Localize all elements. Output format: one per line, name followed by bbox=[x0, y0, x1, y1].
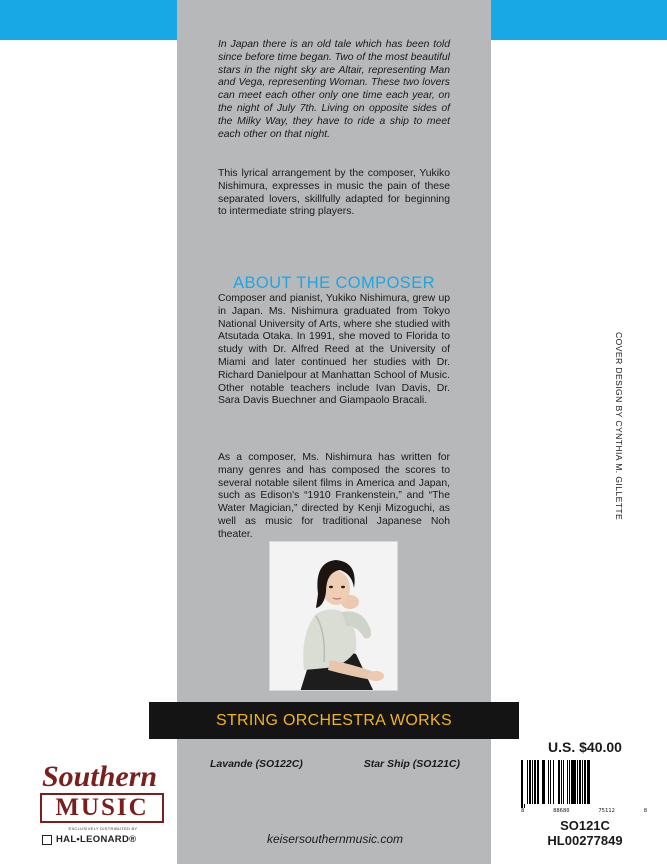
related-title: Star Ship (SO121C) bbox=[363, 758, 460, 770]
arrangement-paragraph: This lyrical arrangement by the composer, Yukiko Nishimura, expresses in music the pain of these separated lovers, skillfully adapted for beginning to intermediate string players. bbox=[218, 168, 450, 218]
composer-bio-paragraph-1: Composer and pianist, Yukiko Nishimura, grew up in Japan. Ms. Nishimura graduated from Tokyo National University of Arts, where she studied with Atsutada Otaka. In 1991, she moved to Florida to study with Dr. Alfred Reed at the University of Miami and later continued her studies with Dr. Richard Danielpour at Manhattan School of Music. Other notable teachers include Ivan Davis, Dr. Sara Davis Buechner and Giampaolo Bracali. bbox=[218, 293, 450, 407]
barcode bbox=[517, 758, 650, 816]
composer-bio-paragraph-2: As a composer, Ms. Nishimura has written for many genres and has composed the scores to several notable silent films in America and Japan, such as Edison's “1910 Frankenstein,” and “The Water Magician,” directed by Kenji Mizoguchi, as well as music for traditional Japanese Noh theater. bbox=[218, 452, 450, 540]
catalog-code: SO121C bbox=[560, 818, 610, 833]
story-paragraph: In Japan there is an old tale which has been told since before time began. Two of the most beautiful stars in the night sky are Altair, representing Man and Vega, representing Woman. These two lovers can meet each other only one time each year, on the night of July 7th. Living on opposite sides of the Milky Way, they have to ride a ship to meet each other on that night. bbox=[218, 39, 450, 140]
series-banner bbox=[149, 702, 519, 739]
barcode-digit-group: 75112 bbox=[598, 808, 615, 814]
hal-leonard-logo bbox=[42, 834, 164, 845]
barcode-bars bbox=[521, 760, 646, 808]
hal-leonard-icon bbox=[42, 835, 52, 845]
logo-music-box bbox=[40, 793, 164, 823]
composer-photo bbox=[269, 541, 398, 691]
barcode-stripe bbox=[590, 760, 592, 808]
price-label: U.S. $40.00 bbox=[548, 739, 622, 755]
series-title: STRING ORCHESTRA WORKS bbox=[216, 711, 452, 729]
logo-distributor-line: EXCLUSIVELY DISTRIBUTED BY bbox=[68, 826, 138, 831]
barcode-digit-group: 88680 bbox=[553, 808, 570, 814]
related-titles bbox=[210, 758, 460, 770]
barcode-digit-group: 8 bbox=[643, 808, 647, 814]
barcode-digit-group: 8 bbox=[521, 808, 525, 814]
hal-leonard-text: HAL•LEONARD® bbox=[56, 834, 137, 845]
hal-leonard-number: HL00277849 bbox=[547, 833, 623, 848]
publisher-website[interactable]: keisersouthernmusic.com bbox=[266, 832, 404, 846]
related-title: Lavande (SO122C) bbox=[210, 758, 303, 770]
cover-design-credit: COVER DESIGN BY CYNTHIA M. GILLETTE bbox=[614, 332, 624, 521]
southern-music-logo bbox=[38, 760, 178, 856]
logo-southern-text: Southern bbox=[42, 760, 158, 793]
about-composer-heading: ABOUT THE COMPOSER bbox=[233, 274, 435, 292]
logo-music-text: MUSIC bbox=[55, 794, 149, 821]
barcode-digits bbox=[521, 808, 647, 814]
